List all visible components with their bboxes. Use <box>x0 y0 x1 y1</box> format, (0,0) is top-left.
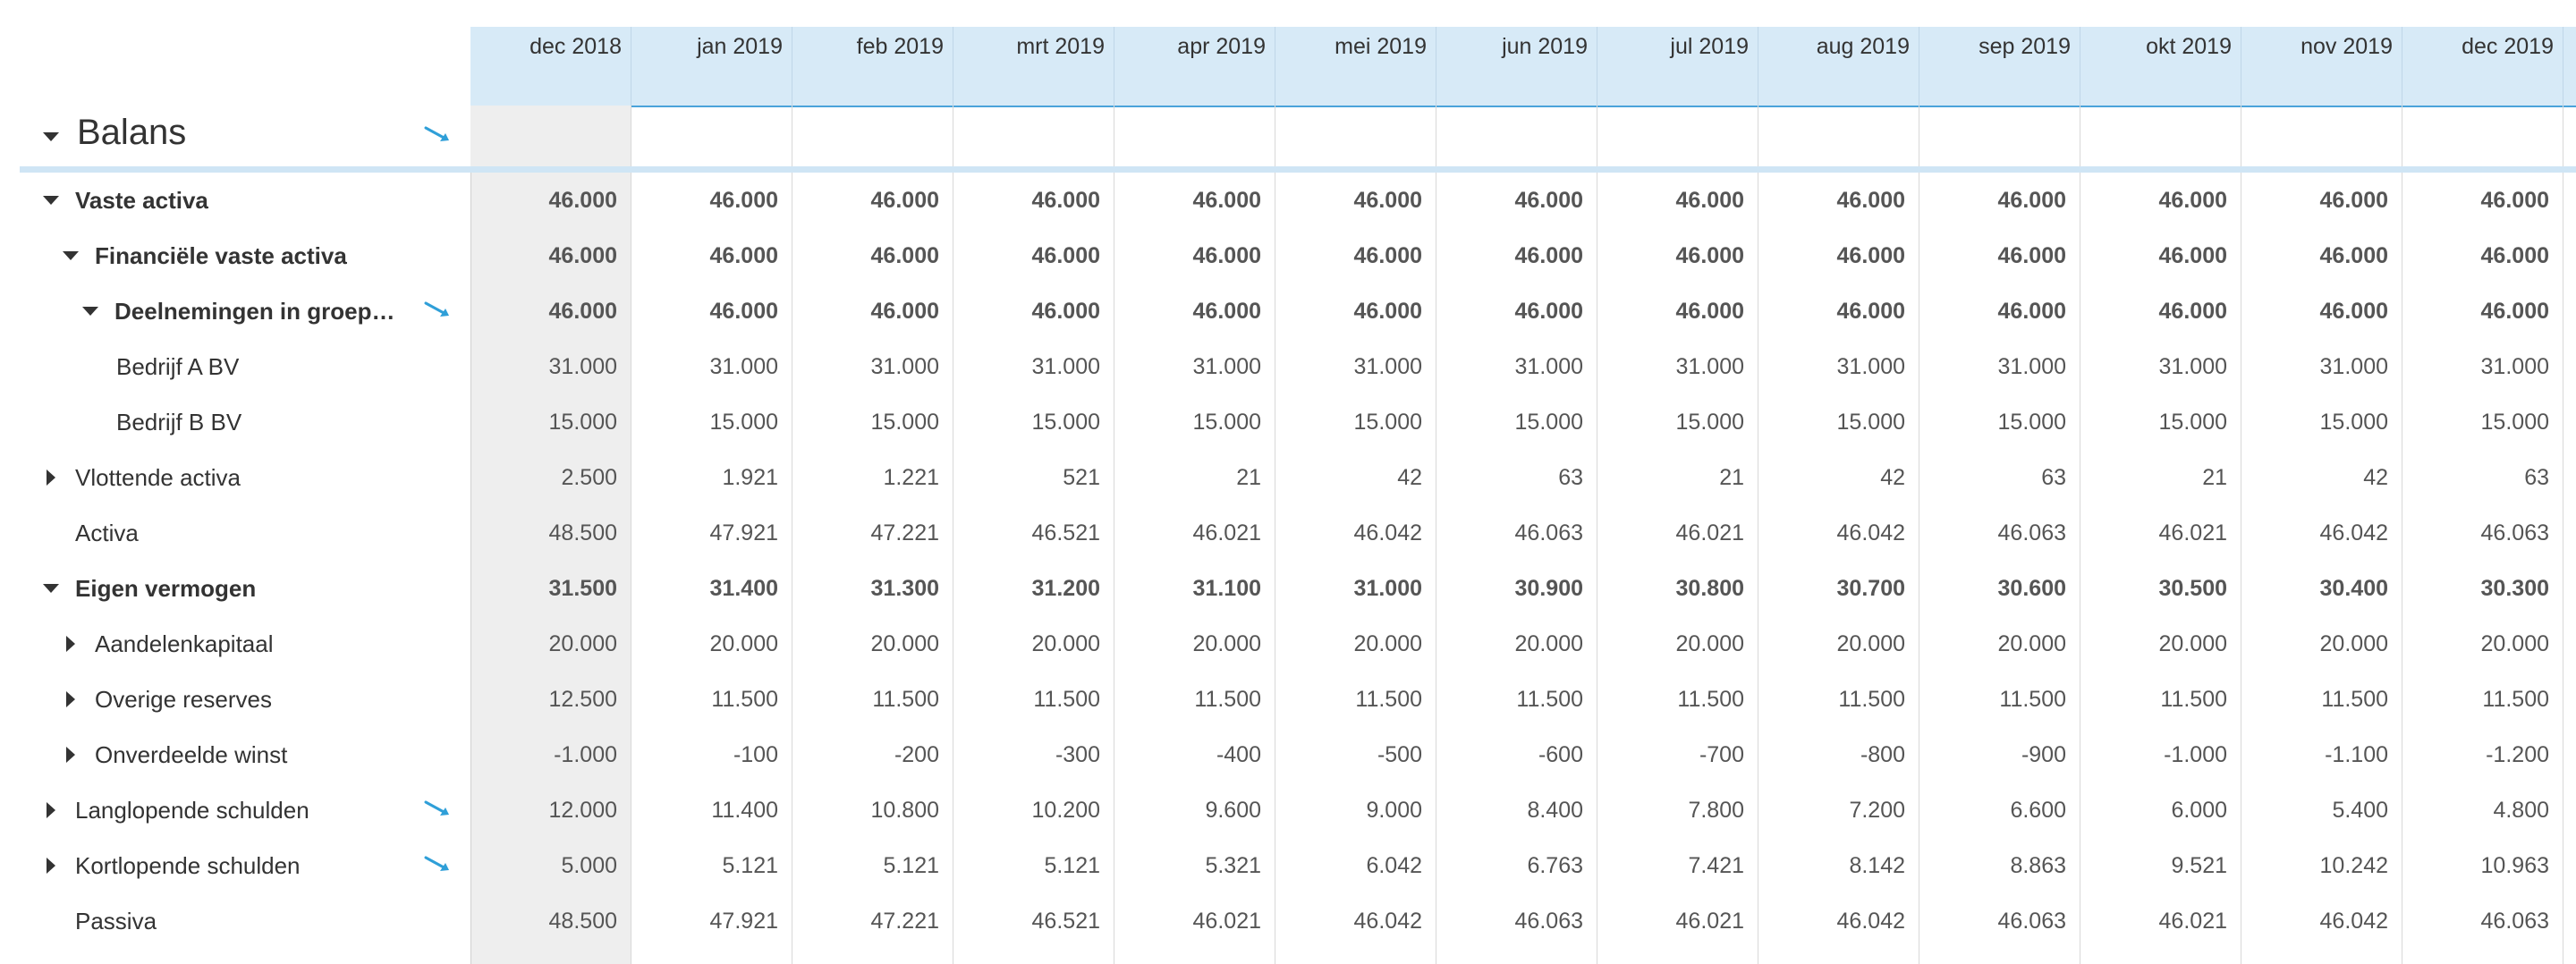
month-label: feb 2019 <box>856 34 944 59</box>
row-label: Financiële vaste activa <box>95 242 347 269</box>
expand-triangle-icon[interactable] <box>66 691 75 707</box>
value-cell[interactable]: 15.000 <box>1031 410 1100 435</box>
value-cell[interactable]: 46.000 <box>1031 299 1100 324</box>
value-cell[interactable]: 46.000 <box>1192 299 1261 324</box>
value-cell[interactable]: 46.000 <box>548 188 617 213</box>
value-cell[interactable]: 46.000 <box>2480 299 2549 324</box>
value-cell[interactable]: 46.000 <box>2319 188 2388 213</box>
value-cell[interactable]: 31.200 <box>1031 576 1100 601</box>
value-cell[interactable]: -700 <box>1699 742 1744 767</box>
row-label: Passiva <box>75 908 157 934</box>
value-cell[interactable]: 31.500 <box>548 576 617 601</box>
month-label: aug 2019 <box>1816 34 1910 59</box>
value-cell[interactable]: 15.000 <box>1836 410 1905 435</box>
value-cell[interactable]: 46.063 <box>1514 520 1583 545</box>
value-cell[interactable]: 21 <box>2202 465 2227 490</box>
value-cell[interactable]: 46.000 <box>1192 243 1261 268</box>
value-cell[interactable]: 46.021 <box>1192 520 1261 545</box>
value-cell[interactable]: 31.400 <box>709 576 778 601</box>
row-label: Onverdeelde winst <box>95 741 288 768</box>
value-cell[interactable]: 10.242 <box>2319 853 2388 878</box>
value-cell[interactable]: 46.000 <box>1192 188 1261 213</box>
value-cell[interactable]: 30.800 <box>1675 576 1744 601</box>
value-cell[interactable]: 46.521 <box>1031 909 1100 934</box>
expand-triangle-icon[interactable] <box>66 636 75 652</box>
value-cell[interactable]: 46.042 <box>2319 520 2388 545</box>
value-cell[interactable]: 46.063 <box>1514 909 1583 934</box>
triangle-down-icon[interactable] <box>43 132 59 141</box>
value-cell[interactable]: 15.000 <box>870 410 939 435</box>
value-cell[interactable]: 30.700 <box>1836 576 1905 601</box>
value-cell[interactable]: 5.121 <box>1044 853 1100 878</box>
value-cell[interactable]: 9.000 <box>1366 798 1422 823</box>
balans-header-cell <box>1597 106 1758 170</box>
balans-header-cell <box>470 106 631 170</box>
value-cell[interactable]: 11.500 <box>1516 687 1583 712</box>
month-label: dec 2019 <box>2462 34 2554 59</box>
value-cell[interactable]: 20.000 <box>1675 631 1744 656</box>
trend-arrow-icon[interactable] <box>424 123 453 145</box>
value-cell[interactable]: 31.000 <box>1353 354 1422 379</box>
value-cell[interactable]: 15.000 <box>2158 410 2227 435</box>
row-label: Bedrijf A BV <box>116 353 240 380</box>
value-cell[interactable]: -1.000 <box>2164 742 2227 767</box>
balans-divider <box>20 166 2576 173</box>
value-cell[interactable]: -600 <box>1538 742 1583 767</box>
month-label: dec 2018 <box>530 34 622 59</box>
row-label: Overige reserves <box>95 686 272 713</box>
value-cell[interactable]: 11.500 <box>2160 687 2227 712</box>
value-cell[interactable]: 7.800 <box>1688 798 1744 823</box>
value-cell[interactable]: 30.600 <box>1997 576 2066 601</box>
collapse-triangle-icon[interactable] <box>43 196 59 205</box>
balans-header-cell <box>1275 106 1436 170</box>
value-cell[interactable]: 46.000 <box>1675 188 1744 213</box>
value-cell[interactable]: 8.400 <box>1527 798 1583 823</box>
month-header-cell <box>2241 27 2402 106</box>
row-label: Eigen vermogen <box>75 575 257 602</box>
value-cell[interactable]: 46.000 <box>1514 188 1583 213</box>
month-header-cell <box>953 27 1114 106</box>
table-row <box>0 394 2576 450</box>
value-cell[interactable]: 48.500 <box>548 909 617 934</box>
value-cell[interactable]: 46.000 <box>1836 243 1905 268</box>
value-cell[interactable]: 20.000 <box>1031 631 1100 656</box>
value-cell[interactable]: 46.000 <box>1353 299 1422 324</box>
value-cell[interactable]: 46.000 <box>1514 243 1583 268</box>
month-label: jul 2019 <box>1670 34 1749 59</box>
value-cell[interactable]: 20.000 <box>1514 631 1583 656</box>
value-cell[interactable]: 46.000 <box>1031 188 1100 213</box>
value-cell[interactable]: 46.021 <box>2158 520 2227 545</box>
value-cell[interactable]: 31.000 <box>1031 354 1100 379</box>
balans-header-cell <box>2241 106 2402 170</box>
value-cell[interactable]: 11.500 <box>1677 687 1744 712</box>
value-cell[interactable]: 1.921 <box>722 465 778 490</box>
month-label: okt 2019 <box>2146 34 2232 59</box>
row-label: Bedrijf B BV <box>116 409 242 435</box>
value-cell[interactable]: 11.500 <box>1194 687 1261 712</box>
value-cell[interactable]: 46.021 <box>1192 909 1261 934</box>
month-label: mrt 2019 <box>1016 34 1105 59</box>
value-cell[interactable]: -200 <box>894 742 939 767</box>
value-cell[interactable]: 12.500 <box>548 687 617 712</box>
trend-arrow-icon[interactable] <box>424 299 453 320</box>
value-cell[interactable]: 46.000 <box>2480 243 2549 268</box>
month-header-cell <box>2402 27 2563 106</box>
expand-triangle-icon[interactable] <box>47 469 55 486</box>
month-header-cell <box>1275 27 1436 106</box>
value-cell[interactable]: 20.000 <box>1353 631 1422 656</box>
value-cell[interactable]: 46.000 <box>870 243 939 268</box>
value-cell[interactable]: 46.000 <box>709 299 778 324</box>
value-cell[interactable]: 31.000 <box>1997 354 2066 379</box>
balans-section-header[interactable] <box>20 106 470 170</box>
value-cell[interactable]: 15.000 <box>709 410 778 435</box>
table-row <box>0 283 2576 339</box>
value-cell[interactable]: 5.321 <box>1205 853 1261 878</box>
value-cell[interactable]: 10.963 <box>2480 853 2549 878</box>
balans-header-cell <box>1114 106 1275 170</box>
value-cell[interactable]: 4.800 <box>2493 798 2549 823</box>
row-label: Activa <box>75 520 139 546</box>
table-row <box>0 727 2576 782</box>
value-cell[interactable]: 7.421 <box>1688 853 1744 878</box>
value-cell[interactable]: 20.000 <box>870 631 939 656</box>
month-header-cell <box>631 27 792 106</box>
value-cell[interactable]: 46.021 <box>2158 909 2227 934</box>
value-cell[interactable]: 31.000 <box>1353 576 1422 601</box>
value-cell[interactable]: 46.000 <box>870 299 939 324</box>
value-cell[interactable]: 9.521 <box>2171 853 2227 878</box>
month-header-cell <box>1436 27 1597 106</box>
value-cell[interactable]: 63 <box>2041 465 2066 490</box>
value-cell[interactable]: -1.200 <box>2486 742 2549 767</box>
month-header-cell <box>1114 27 1275 106</box>
value-cell[interactable]: 15.000 <box>1353 410 1422 435</box>
value-cell[interactable]: -300 <box>1055 742 1100 767</box>
value-cell[interactable]: 47.221 <box>870 520 939 545</box>
value-cell[interactable]: 42 <box>1397 465 1422 490</box>
value-cell[interactable]: 5.400 <box>2332 798 2388 823</box>
row-label: Aandelenkapitaal <box>95 630 274 657</box>
value-cell[interactable]: 47.921 <box>709 909 778 934</box>
value-cell[interactable]: 47.221 <box>870 909 939 934</box>
value-cell[interactable]: 10.200 <box>1031 798 1100 823</box>
value-cell[interactable]: 31.000 <box>1192 354 1261 379</box>
table-row <box>0 838 2576 893</box>
value-cell[interactable]: 31.000 <box>1836 354 1905 379</box>
value-cell[interactable]: -100 <box>733 742 778 767</box>
value-cell[interactable]: 20.000 <box>1997 631 2066 656</box>
value-cell[interactable]: 30.400 <box>2319 576 2388 601</box>
value-cell[interactable]: 11.500 <box>1838 687 1905 712</box>
value-cell[interactable]: 47.921 <box>709 520 778 545</box>
value-cell[interactable]: -900 <box>2021 742 2066 767</box>
row-label: Langlopende schulden <box>75 797 309 824</box>
row-label: Kortlopende schulden <box>75 852 301 879</box>
balans-header-cell <box>1919 106 2080 170</box>
month-label: jan 2019 <box>697 34 783 59</box>
value-cell[interactable]: 6.763 <box>1527 853 1583 878</box>
table-row <box>0 450 2576 505</box>
value-cell[interactable]: -1.000 <box>554 742 617 767</box>
value-cell[interactable]: -1.100 <box>2325 742 2388 767</box>
table-row <box>0 228 2576 283</box>
expand-triangle-icon[interactable] <box>66 747 75 763</box>
value-cell[interactable]: 63 <box>1558 465 1583 490</box>
value-cell[interactable]: 1.221 <box>883 465 939 490</box>
value-cell[interactable]: 46.042 <box>1836 909 1905 934</box>
value-cell[interactable]: 48.500 <box>548 520 617 545</box>
value-cell[interactable]: 46.042 <box>1353 520 1422 545</box>
value-cell[interactable]: 11.500 <box>1033 687 1100 712</box>
value-cell[interactable]: 31.000 <box>1675 354 1744 379</box>
value-cell[interactable]: 20.000 <box>709 631 778 656</box>
month-header-row <box>470 27 2576 107</box>
value-cell[interactable]: 46.000 <box>2158 243 2227 268</box>
value-cell[interactable]: 6.600 <box>2010 798 2066 823</box>
collapse-triangle-icon[interactable] <box>43 584 59 593</box>
value-cell[interactable]: 6.000 <box>2171 798 2227 823</box>
month-label: mei 2019 <box>1335 34 1427 59</box>
month-header-cell <box>2080 27 2241 106</box>
value-cell[interactable]: 15.000 <box>548 410 617 435</box>
value-cell[interactable]: 8.863 <box>2010 853 2066 878</box>
value-cell[interactable]: 31.000 <box>548 354 617 379</box>
value-cell[interactable]: 11.500 <box>872 687 939 712</box>
expand-triangle-icon[interactable] <box>47 858 55 874</box>
value-cell[interactable]: 11.500 <box>1999 687 2066 712</box>
value-cell[interactable]: 46.063 <box>2480 520 2549 545</box>
value-cell[interactable]: 46.521 <box>1031 520 1100 545</box>
value-cell[interactable]: 7.200 <box>1849 798 1905 823</box>
month-header-cell <box>470 27 631 106</box>
value-cell[interactable]: 42 <box>1880 465 1905 490</box>
value-cell[interactable]: 20.000 <box>2158 631 2227 656</box>
table-row <box>0 505 2576 561</box>
value-cell[interactable]: 11.400 <box>711 798 778 823</box>
value-cell[interactable]: 15.000 <box>1675 410 1744 435</box>
trend-arrow-icon[interactable] <box>424 798 453 819</box>
value-cell[interactable]: 46.021 <box>1675 909 1744 934</box>
value-cell[interactable]: 521 <box>1063 465 1100 490</box>
balans-header-cell <box>1758 106 1919 170</box>
value-cell[interactable]: 46.000 <box>1353 188 1422 213</box>
value-cell[interactable]: 5.000 <box>561 853 617 878</box>
value-cell[interactable]: 46.063 <box>1997 909 2066 934</box>
value-cell[interactable]: 46.000 <box>1675 243 1744 268</box>
balans-header-cell <box>2080 106 2241 170</box>
value-cell[interactable]: 20.000 <box>1836 631 1905 656</box>
balans-header-cell <box>1436 106 1597 170</box>
month-header-cell <box>1597 27 1758 106</box>
month-header-cell <box>1758 27 1919 106</box>
value-cell[interactable]: 11.500 <box>2321 687 2388 712</box>
value-cell[interactable]: 46.000 <box>2319 243 2388 268</box>
value-cell[interactable]: 8.142 <box>1849 853 1905 878</box>
value-cell[interactable]: 21 <box>1719 465 1744 490</box>
expand-triangle-icon[interactable] <box>47 802 55 818</box>
value-cell[interactable]: 42 <box>2363 465 2388 490</box>
value-cell[interactable]: 6.042 <box>1366 853 1422 878</box>
month-label: sep 2019 <box>1979 34 2071 59</box>
value-cell[interactable]: 46.000 <box>548 243 617 268</box>
value-cell[interactable]: 46.000 <box>1997 299 2066 324</box>
month-label: jun 2019 <box>1502 34 1588 59</box>
trend-arrow-icon[interactable] <box>424 853 453 875</box>
balans-header-cell <box>953 106 1114 170</box>
value-cell[interactable]: 46.021 <box>1675 520 1744 545</box>
value-cell[interactable]: 31.100 <box>1192 576 1261 601</box>
value-cell[interactable]: 2.500 <box>561 465 617 490</box>
value-cell[interactable]: 46.042 <box>2319 909 2388 934</box>
value-cell[interactable]: 31.000 <box>709 354 778 379</box>
month-label: nov 2019 <box>2301 34 2393 59</box>
row-label: Vlottende activa <box>75 464 242 491</box>
table-row <box>0 893 2576 949</box>
value-cell[interactable]: 46.000 <box>709 188 778 213</box>
value-cell[interactable]: 20.000 <box>2319 631 2388 656</box>
value-cell[interactable]: 30.300 <box>2480 576 2549 601</box>
table-row <box>0 173 2576 228</box>
value-cell[interactable]: 20.000 <box>1192 631 1261 656</box>
value-cell[interactable]: 46.000 <box>1997 243 2066 268</box>
month-header-cell <box>1919 27 2080 106</box>
collapse-triangle-icon[interactable] <box>82 307 98 316</box>
value-cell[interactable]: 31.000 <box>870 354 939 379</box>
row-label: Vaste activa <box>75 187 208 214</box>
value-cell[interactable]: 15.000 <box>2319 410 2388 435</box>
value-cell[interactable]: 46.000 <box>1031 243 1100 268</box>
table-row <box>0 616 2576 672</box>
value-cell[interactable]: 15.000 <box>2480 410 2549 435</box>
value-cell[interactable]: 15.000 <box>1997 410 2066 435</box>
value-cell[interactable]: 31.000 <box>1514 354 1583 379</box>
value-cell[interactable]: -800 <box>1860 742 1905 767</box>
value-cell[interactable]: 46.063 <box>1997 520 2066 545</box>
value-cell[interactable]: 11.500 <box>711 687 778 712</box>
value-cell[interactable]: 31.000 <box>2480 354 2549 379</box>
month-header-cell <box>792 27 953 106</box>
balans-title: Balans <box>77 113 187 152</box>
table-row <box>0 672 2576 727</box>
value-cell[interactable]: 46.000 <box>709 243 778 268</box>
value-cell[interactable]: 20.000 <box>2480 631 2549 656</box>
value-cell[interactable]: 46.000 <box>1675 299 1744 324</box>
value-cell[interactable]: 46.000 <box>1836 188 1905 213</box>
table-row <box>0 561 2576 616</box>
value-cell[interactable]: 5.121 <box>722 853 778 878</box>
value-cell[interactable]: -400 <box>1216 742 1261 767</box>
row-label: Deelnemingen in groep… <box>114 298 395 325</box>
value-cell[interactable]: 46.042 <box>1836 520 1905 545</box>
value-cell[interactable]: 20.000 <box>548 631 617 656</box>
collapse-triangle-icon[interactable] <box>63 251 79 260</box>
value-cell[interactable]: 12.000 <box>548 798 617 823</box>
value-cell[interactable]: 46.000 <box>2158 299 2227 324</box>
balans-header-cells <box>470 106 2576 170</box>
value-cell[interactable]: 30.900 <box>1514 576 1583 601</box>
value-cell[interactable]: 46.000 <box>870 188 939 213</box>
table-row <box>0 782 2576 838</box>
value-cell[interactable]: 46.000 <box>1353 243 1422 268</box>
value-cell[interactable]: 9.600 <box>1205 798 1261 823</box>
value-cell[interactable]: 10.800 <box>870 798 939 823</box>
value-cell[interactable]: 46.000 <box>1514 299 1583 324</box>
value-cell[interactable]: 46.042 <box>1353 909 1422 934</box>
value-cell[interactable]: 63 <box>2524 465 2549 490</box>
value-cell[interactable]: 15.000 <box>1514 410 1583 435</box>
table-row <box>0 339 2576 394</box>
balans-header-cell <box>792 106 953 170</box>
value-cell[interactable]: 31.000 <box>2158 354 2227 379</box>
value-cell[interactable]: 11.500 <box>1355 687 1422 712</box>
value-cell[interactable]: 11.500 <box>2482 687 2549 712</box>
balans-header-cell <box>631 106 792 170</box>
value-cell[interactable]: 46.063 <box>2480 909 2549 934</box>
value-cell[interactable]: 46.000 <box>548 299 617 324</box>
value-cell[interactable]: 30.500 <box>2158 576 2227 601</box>
value-cell[interactable]: 46.000 <box>2319 299 2388 324</box>
value-cell[interactable]: 31.300 <box>870 576 939 601</box>
value-cell[interactable]: 46.000 <box>2480 188 2549 213</box>
value-cell[interactable]: 46.000 <box>2158 188 2227 213</box>
value-cell[interactable]: 31.000 <box>2319 354 2388 379</box>
value-cell[interactable]: 46.000 <box>1836 299 1905 324</box>
month-label: apr 2019 <box>1177 34 1266 59</box>
balans-header-cell <box>2402 106 2563 170</box>
value-cell[interactable]: 5.121 <box>883 853 939 878</box>
value-cell[interactable]: 21 <box>1236 465 1261 490</box>
value-cell[interactable]: 46.000 <box>1997 188 2066 213</box>
value-cell[interactable]: 15.000 <box>1192 410 1261 435</box>
value-cell[interactable]: -500 <box>1377 742 1422 767</box>
